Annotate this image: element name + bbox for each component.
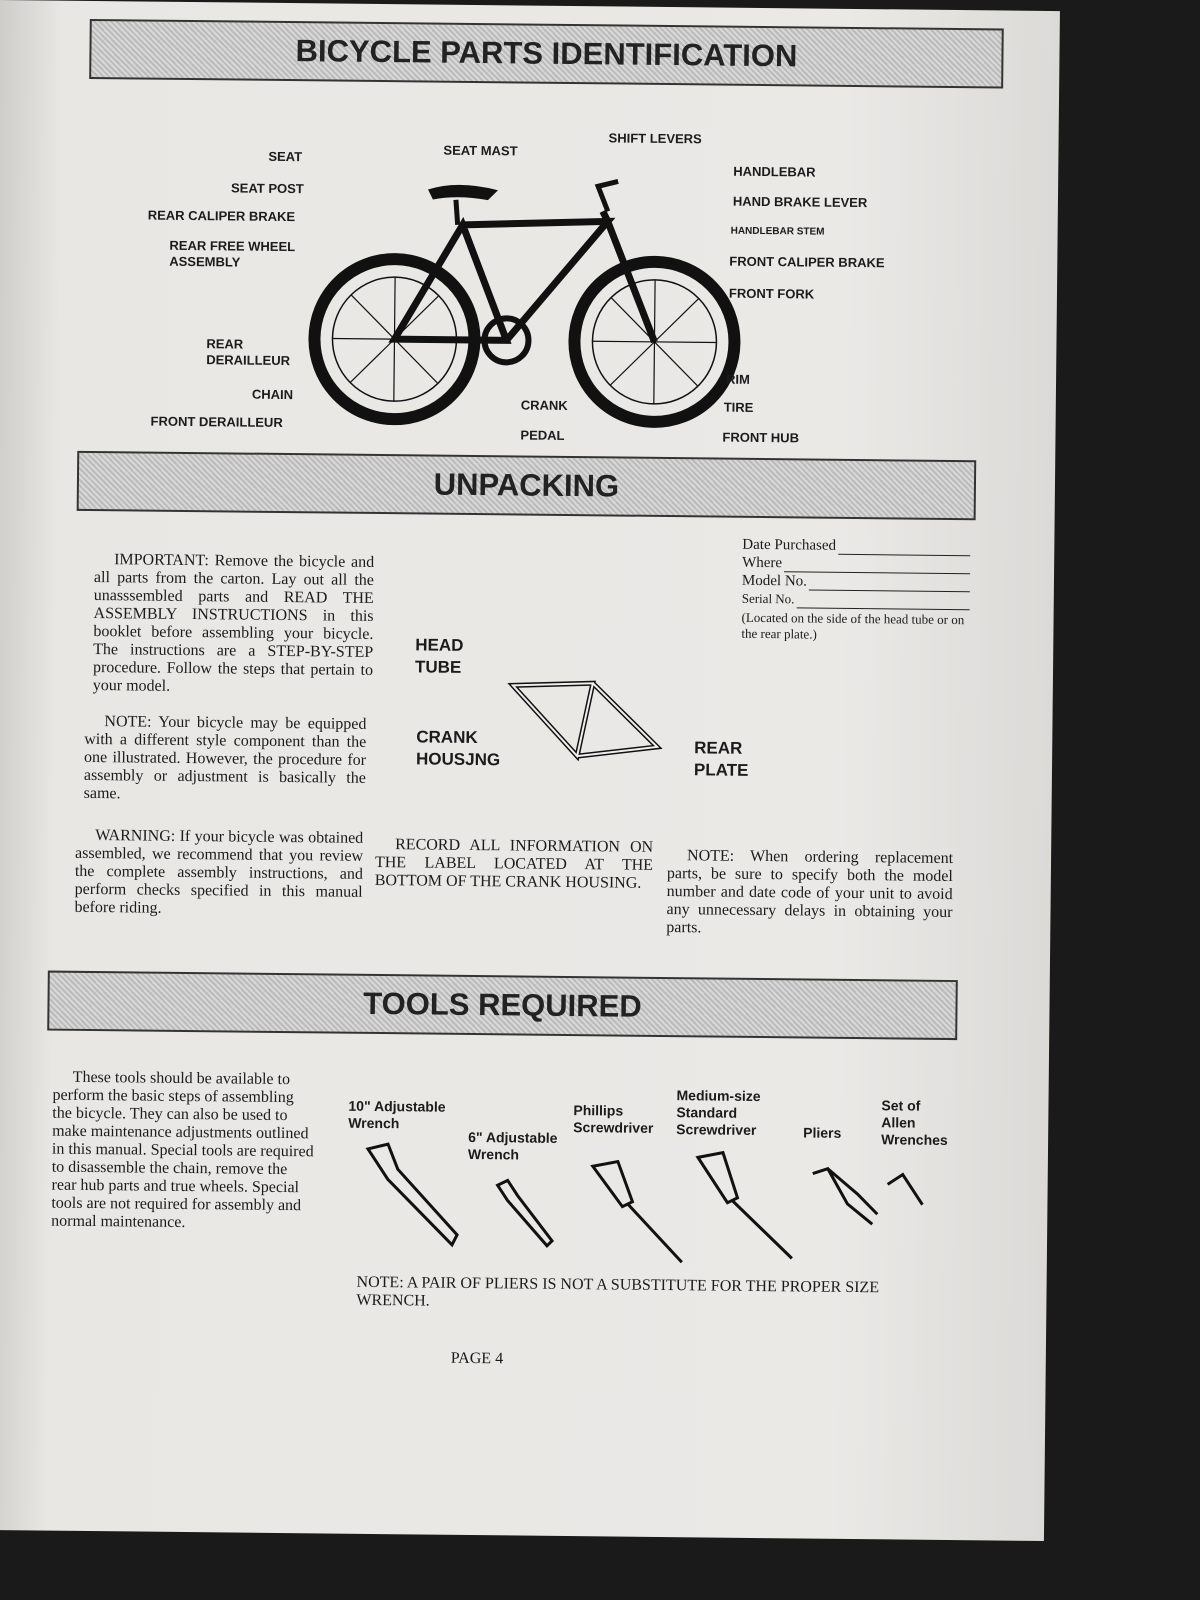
label-shift-levers: SHIFT LEVERS: [608, 130, 702, 147]
label-rear-free-wheel: REAR FREE WHEEL ASSEMBLY: [169, 237, 296, 270]
label-crank-housing: CRANK HOUSJNG: [415, 727, 501, 770]
serial-no-field[interactable]: [742, 590, 970, 610]
wrench-6in-icon: [497, 1180, 553, 1246]
allen-wrench-icon: [887, 1174, 922, 1204]
label-crank: CRANK: [520, 397, 568, 413]
tool-phillips-label: Phillips Screwdriver: [573, 1102, 654, 1136]
frame-illustration: [482, 670, 683, 772]
field-label: Model No.: [741, 572, 808, 590]
field-label: Date Purchased: [742, 536, 837, 554]
field-label: Serial No.: [741, 590, 795, 607]
tools-illustration: [357, 1139, 948, 1275]
label-rear-derailleur: REAR DERAILLEUR: [206, 336, 291, 369]
section-banner-unpacking: UNPACKING: [77, 451, 977, 520]
record-paragraph: RECORD ALL INFORMATION ON THE LABEL LOCATED AT THE BOTTOM OF THE CRANK HOUSING.: [374, 836, 654, 892]
tool-standard-screwdriver-label: Medium-size Standard Screwdriver: [676, 1087, 761, 1138]
section-banner-tools: TOOLS REQUIRED: [47, 971, 958, 1041]
replacement-note-paragraph: NOTE: When ordering replacement parts, be sure to specify both the model number and date code of your unit to avoid any unnecessary delays in obtaining your parts.: [666, 847, 954, 937]
tool-6in-wrench-label: 6" Adjustable Wrench: [467, 1128, 558, 1163]
warning-paragraph: WARNING: If your bicycle was obtained assembled, we recommend that you review the complete assembly instructions, and perform checks specified in this manual before riding.: [74, 827, 364, 917]
standard-screwdriver-icon: [697, 1152, 793, 1258]
label-front-fork: FRONT FORK: [728, 285, 815, 302]
label-hand-brake-lever: HAND BRAKE LEVER: [732, 193, 868, 211]
where-field[interactable]: [742, 554, 970, 574]
important-paragraph: IMPORTANT: Remove the bicycle and all parts from the carton. Lay out all the unasssembled parts and READ THE ASSEMBLY INSTRUCTIONS in this booklet before assembling your bicycle. The instructions are a STEP-BY-STEP procedure. Follow the steps that pertain to your model.: [92, 551, 375, 695]
label-rim: RIM: [725, 371, 750, 387]
tool-10in-wrench-label: 10" Adjustable Wrench: [348, 1097, 446, 1132]
section-banner-parts: BICYCLE PARTS IDENTIFICATION: [89, 19, 1004, 89]
label-tire: TIRE: [723, 399, 754, 415]
label-seat-post: SEAT POST: [230, 180, 304, 197]
label-handlebar-stem: HANDLEBAR STEM: [730, 225, 825, 238]
label-front-caliper-brake: FRONT CALIPER BRAKE: [729, 253, 885, 271]
date-purchased-field[interactable]: [742, 536, 970, 556]
fields-note: (Located on the side of the head tube or on the rear plate.): [741, 609, 965, 642]
purchase-record-form: [741, 536, 970, 644]
label-front-hub: FRONT HUB: [722, 429, 800, 446]
label-handlebar: HANDLEBAR: [733, 163, 816, 180]
page-number: PAGE 4: [450, 1349, 504, 1368]
label-pedal: PEDAL: [520, 427, 565, 443]
field-label: Where: [742, 554, 783, 572]
label-seat-mast: SEAT MAST: [443, 142, 518, 159]
pliers-note: NOTE: A PAIR OF PLIERS IS NOT A SUBSTITUTE FOR THE PROPER SIZE WRENCH.: [356, 1273, 880, 1310]
label-head-tube: HEAD TUBE: [414, 635, 464, 677]
tools-intro-paragraph: These tools should be available to perform the basic steps of assembling the bicycle. They can also be used to make maintenance adjustments outlined in this manual. Special tools are required to disassemble the chain, remove the rear hub parts and true wheels. Special tools are not required for assembly and normal maintenance.: [51, 1068, 314, 1232]
phillips-screwdriver-icon: [592, 1161, 683, 1262]
tool-pliers-label: Pliers: [803, 1124, 842, 1141]
label-seat: SEAT: [268, 148, 303, 165]
label-chain: CHAIN: [251, 386, 294, 403]
pliers-icon: [812, 1169, 878, 1225]
label-rear-caliper-brake: REAR CALIPER BRAKE: [147, 207, 296, 225]
label-rear-plate: REAR PLATE: [693, 738, 749, 780]
label-front-derailleur: FRONT DERAILLEUR: [150, 413, 283, 430]
note-paragraph: NOTE: Your bicycle may be equipped with a different style component than the one illustrated. However, the procedure for assembly or adjustment is basically the same.: [83, 713, 367, 803]
model-no-field[interactable]: [742, 572, 970, 592]
tool-allen-wrenches-label: Set of Allen Wrenches: [881, 1097, 948, 1148]
wrench-10in-icon: [367, 1144, 458, 1245]
